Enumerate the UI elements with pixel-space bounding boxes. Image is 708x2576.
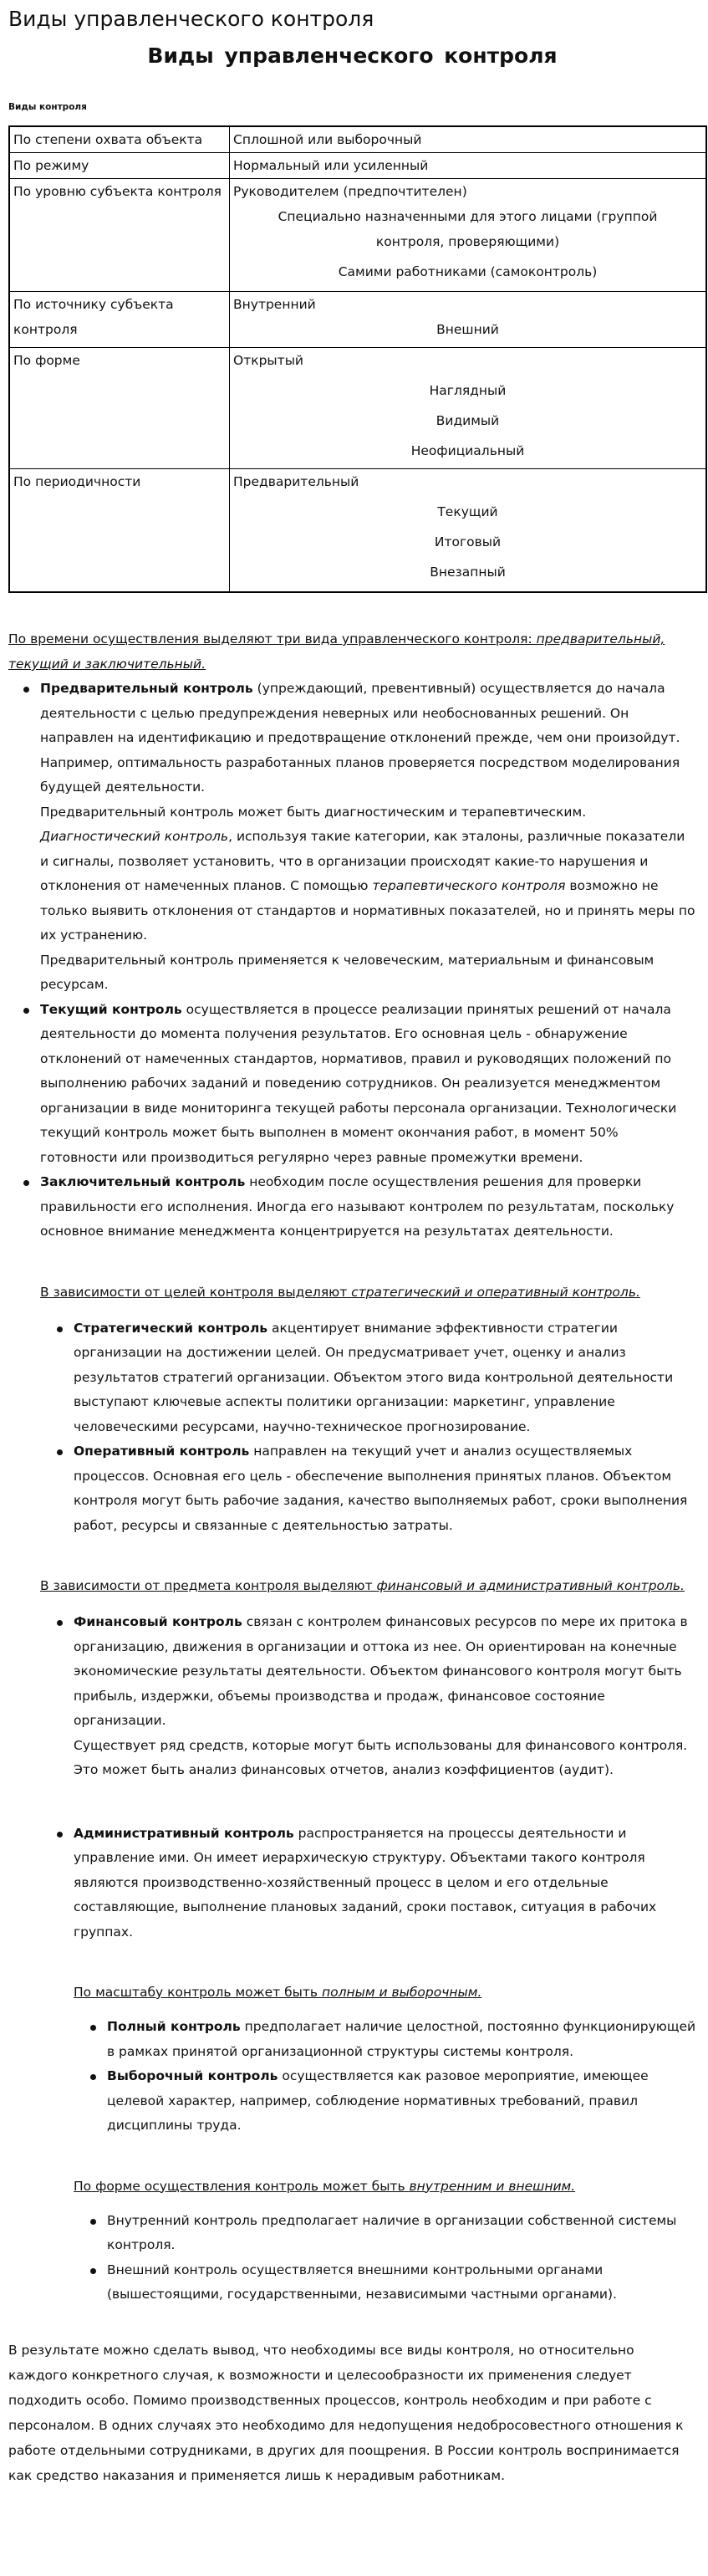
goals-types-list	[74, 1316, 696, 1539]
table-row	[9, 153, 706, 179]
item-text: Предварительный контроль применяется к человеческим, материальным и финансовым ресурсам.	[40, 952, 655, 992]
list-item	[74, 1610, 696, 1783]
intro-text: В зависимости от целей контроля выделяют	[40, 1284, 352, 1300]
table-category-cell: По степени охвата объекта	[9, 126, 230, 153]
item-text: направлен на текущий учет и анализ осуществляемых процессов. Основная его цель - обеспечение выполнения принятых планов. Объектом контроля могут быть рабочие задания, качество выполняемых работ, сроки выполнения работ, ресурсы и связанные с деятельностью затраты.	[74, 1444, 688, 1533]
table-value: Самими работниками (самоконтроль)	[338, 264, 598, 279]
list-item	[107, 2015, 696, 2064]
item-text: Предварительный контроль может быть диагностическим и терапевтическим.	[40, 804, 587, 820]
term-current: Текущий контроль	[40, 1001, 182, 1017]
intro-text: В зависимости от предмета контроля выделяют	[40, 1578, 377, 1593]
list-item	[107, 2209, 696, 2258]
item-text: осуществляется как разовое мероприятие, имеющее целевой характер, например, соблюдение нормативных требований, правил дисциплины труда.	[107, 2068, 649, 2133]
table-value-cell	[230, 153, 707, 179]
term-full: Полный контроль	[107, 2019, 241, 2034]
item-text: акцентирует внимание эффективности стратегии организации на достижении целей. Он предусматривает учет, оценку и анализ результатов стратегий организации. Объектом этого вида контрольной деятельности выступают ключевые аспекты политики организации: маркетинг, управление человеческими ресурсами, научно-техническое прогнозирование.	[74, 1320, 674, 1434]
term-preliminary: Предварительный контроль	[40, 681, 253, 696]
time-types-list	[40, 677, 696, 1245]
intro-text: По форме осуществления контроль может быть	[74, 2178, 410, 2194]
table-value-cell	[230, 348, 707, 469]
item-text: Внешний контроль осуществляется внешними контрольными органами (вышестоящими, государственными, независимыми частными органами).	[107, 2262, 617, 2302]
table-value: Наглядный	[429, 383, 507, 398]
list-item	[74, 1439, 696, 1538]
list-item	[74, 1822, 696, 1945]
table-row	[9, 126, 706, 153]
table-value: Сплошной или выборочный	[233, 132, 422, 147]
item-text: осуществляется в процессе реализации принятых решений от начала деятельности до момента получения результатов. Его основная цель - обнаружение отклонений от намеченных стандартов, нормативов, правил и руководящих положений по выполнению рабочих заданий и поведению сотрудников. Он реализуется менеджментом организации в виде мониторинга текущей работы персонала организации. Технологически текущий контроль может быть выполнен в момент окончания работ, в момент 50% готовности или производиться регулярно через равные промежутки времени.	[40, 1001, 677, 1165]
time-section-intro	[8, 626, 696, 677]
subject-section-intro	[40, 1573, 696, 1598]
list-item	[40, 677, 696, 998]
intro-emphasis: внутренним и внешним.	[409, 2178, 576, 2194]
form-types-list	[107, 2209, 696, 2308]
table-value-cell	[230, 179, 707, 292]
form-section-intro	[74, 2174, 696, 2199]
table-value: Специально назначенными для этого лицами (группой контроля, проверяющими)	[278, 209, 658, 249]
item-text: связан с контролем финансовых ресурсов по мере их притока в организацию, движения в организации и оттока из нее. Он ориентирован на конечные экономические результаты деятельности. Объектом финансового контроля могут быть прибыль, издержки, объемы производства и продаж, финансовое состояние организации.	[74, 1614, 688, 1728]
table-category-cell: По источнику субъекта контроля	[9, 292, 230, 348]
list-item	[40, 998, 696, 1171]
item-text: распространяется на процессы деятельности и управление ими. Он имеет иерархическую структуру. Объектами такого контроля являются производственно-хозяйственный процесс в целом и его отдельные составляющие, выполнение плановых заданий, сроки поставок, ситуация в рабочих группах.	[74, 1825, 657, 1940]
main-heading: Виды управленческого контроля	[147, 43, 558, 68]
table-row	[9, 179, 706, 292]
item-text: необходим после осуществления решения для проверки правильности его исполнения. Иногда его называют контролем по результатам, поскольку основное внимание менеджмента концентрируется на результатах деятельности.	[40, 1174, 675, 1239]
term-strategic: Стратегический контроль	[74, 1320, 268, 1336]
intro-emphasis: полным и выборочным.	[321, 1985, 482, 2000]
term-therapeutic: терапевтического контроля	[372, 878, 566, 893]
table-category-cell: По уровню субъекта контроля	[9, 179, 230, 292]
intro-emphasis: предварительный, текущий и заключительный.	[8, 631, 665, 672]
item-text: предполагает наличие целостной, постоянно функционирующей в рамках принятой организационной структуры системы контроля.	[107, 2019, 696, 2059]
table-row	[9, 348, 706, 469]
table-value: Внешний	[436, 322, 499, 337]
term-administrative: Административный контроль	[74, 1825, 294, 1841]
table-caption: Виды контроля	[8, 102, 87, 112]
item-text: , используя такие категории, как эталоны, различные показатели и сигналы, позволяет установить, что в организации происходят какие-то нарушения и отклонения от намеченных планов. С помощью	[40, 829, 685, 893]
term-operative: Оперативный контроль	[74, 1444, 250, 1459]
table-value: Текущий	[437, 504, 498, 519]
table-row	[9, 469, 706, 593]
table-category-cell: По периодичности	[9, 469, 230, 593]
table-value-cell	[230, 126, 707, 153]
scale-section-intro	[74, 1980, 696, 2005]
table-value: Видимый	[435, 413, 500, 428]
goals-section-intro	[40, 1280, 696, 1305]
document-title: Виды управленческого контроля	[8, 7, 374, 31]
scale-types-list	[107, 2015, 696, 2139]
conclusion-paragraph: В результате можно сделать вывод, что необходимы все виды контроля, но относительно каждого конкретного случая, к возможности и целесообразности их применения следует подходить особо. Помимо производственных процессов, контроль необходим и при работе с персоналом. В одних случаях это необходимо для недопущения недобросовестного отношения к работе отдельными сотрудниками, в других для поощрения. В России контроль воспринимается как средство наказания и применяется лишь к нерадивым работникам.	[8, 2342, 684, 2483]
table-value: Внезапный	[430, 565, 506, 580]
item-text: Внутренний контроль предполагает наличие в организации собственной системы контроля.	[107, 2212, 677, 2252]
table-value: Итоговый	[434, 534, 502, 549]
table-row	[9, 292, 706, 348]
intro-emphasis: стратегический и оперативный контроль.	[351, 1284, 640, 1300]
table-value: Открытый	[233, 353, 304, 368]
term-diagnostic: Диагностический контроль	[40, 829, 229, 844]
term-final: Заключительный контроль	[40, 1174, 246, 1189]
control-types-table	[8, 125, 707, 593]
intro-text: По масштабу контроль может быть	[74, 1985, 322, 2000]
item-text: возможно не только выявить отклонения от стандартов и нормативных показателей, но и принять меры по их устранению.	[40, 878, 695, 943]
list-item	[74, 1316, 696, 1440]
item-text: Существует ряд средств, которые могут быть использованы для финансового контроля. Это может быть анализ финансовых отчетов, анализ коэффициентов (аудит).	[74, 1737, 688, 1777]
table-category-cell: По форме	[9, 348, 230, 469]
table-value: Нормальный или усиленный	[233, 158, 429, 173]
intro-emphasis: финансовый и административный контроль.	[376, 1578, 685, 1593]
list-item	[40, 1170, 696, 1245]
table-value: Внутренний	[233, 297, 316, 312]
intro-text: По времени осуществления выделяют три вида управленческого контроля:	[8, 631, 537, 647]
table-value: Предварительный	[233, 474, 359, 489]
table-value: Неофициальный	[410, 443, 525, 458]
term-financial: Финансовый контроль	[74, 1614, 242, 1629]
table-value-cell	[230, 292, 707, 348]
list-item	[107, 2064, 696, 2139]
subject-types-list	[74, 1610, 696, 1945]
table-value-cell	[230, 469, 707, 593]
item-text: (упреждающий, превентивный) осуществляется до начала деятельности с целью предупреждения неверных или необоснованных решений. Он направлен на идентификацию и предотвращение отклонений прежде, чем они произойдут. Например, оптимальность разработанных планов проверяется посредством моделирования будущей деятельности.	[40, 681, 680, 795]
list-item	[107, 2258, 696, 2308]
table-value: Руководителем (предпочтителен)	[233, 184, 467, 199]
table-category-cell: По режиму	[9, 153, 230, 179]
term-selective: Выборочный контроль	[107, 2068, 278, 2083]
